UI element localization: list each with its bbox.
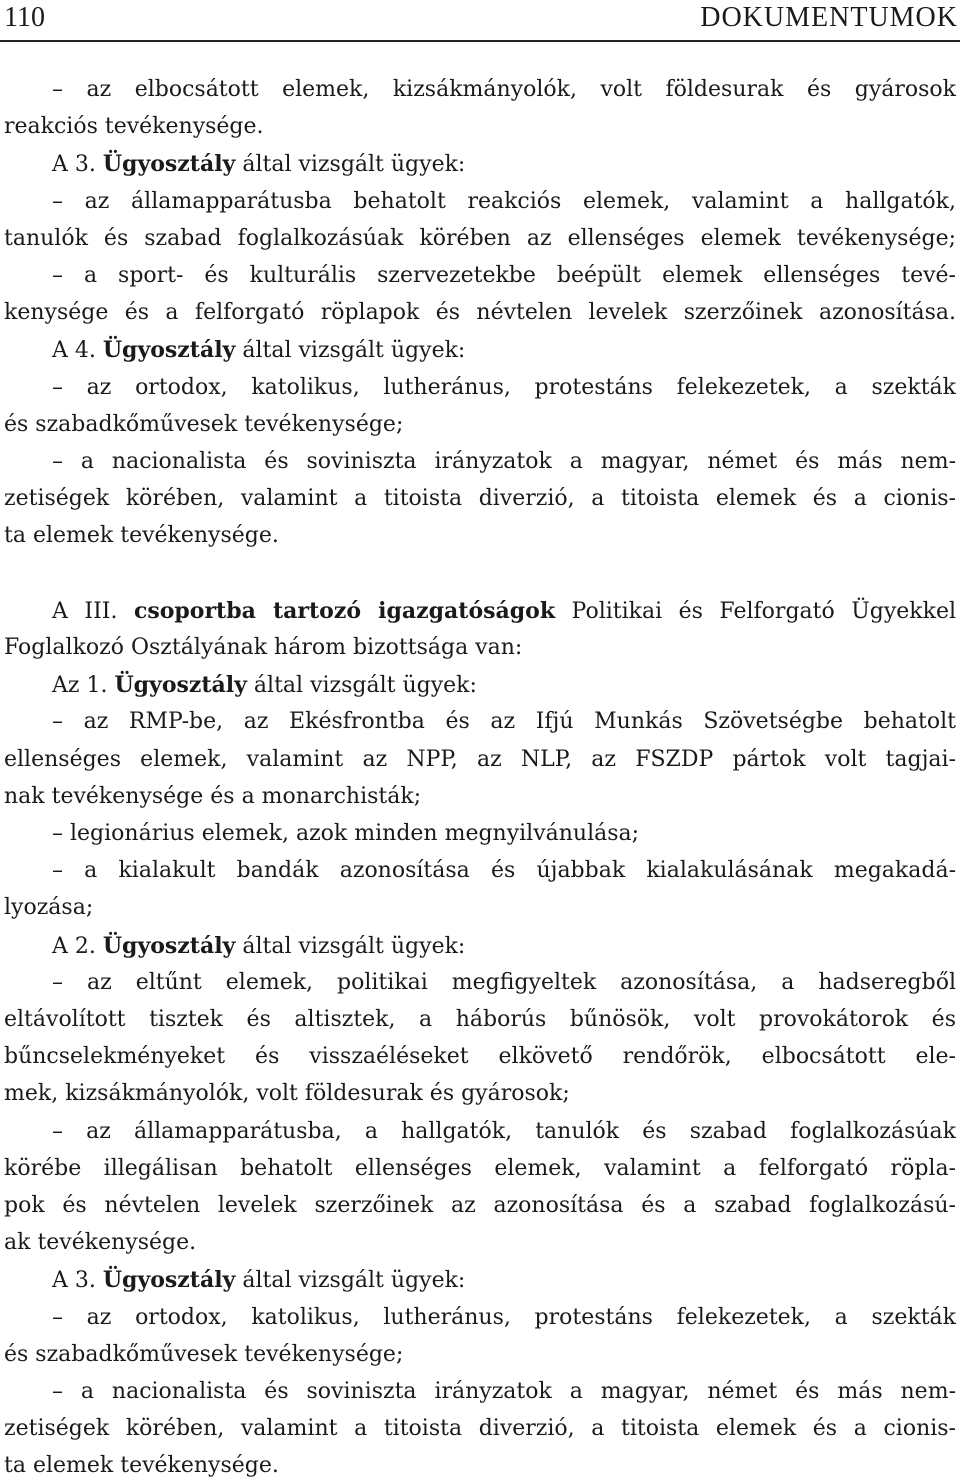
- page-number: 110: [4, 2, 45, 33]
- text-line: [4, 481, 956, 517]
- text-run: – a kialakult bandák azonosítása és újabbak kialakulásának megakadá-: [52, 858, 956, 884]
- text-line: [4, 556, 956, 592]
- text-line: [4, 1002, 956, 1038]
- text-line: [4, 1076, 956, 1112]
- text-line: [4, 779, 956, 815]
- text-run: ta elemek tevékenysége.: [4, 523, 279, 549]
- text-run: – az RMP-be, az Ekésfrontba és az Ifjú Munkás Szövetségbe behatolt: [52, 709, 956, 735]
- text-line: [4, 704, 956, 740]
- text-run: és szabadkőművesek tevékenysége;: [4, 1341, 404, 1367]
- text-run: bűncselekményeket és visszaéléseket elkövető rendőrök, elbocsátott ele-: [4, 1044, 956, 1070]
- text-run: reakciós tevékenysége.: [4, 114, 264, 140]
- text-line: [4, 109, 956, 145]
- text-run: ak tevékenysége.: [4, 1230, 197, 1256]
- text-run: ta elemek tevékenysége.: [4, 1453, 279, 1479]
- text-line: [4, 146, 956, 182]
- text-run: által vizsgált ügyek:: [235, 1268, 466, 1294]
- text-run: által vizsgált ügyek:: [235, 338, 466, 364]
- running-title: DOKUMENTUMOK: [700, 2, 958, 33]
- text-run: zetiségek körében, valamint a titoista diverzió, a titoista elemek és a cionis-: [4, 1416, 956, 1442]
- text-run: – az ortodox, katolikus, lutheránus, protestáns felekezetek, a szekták: [52, 374, 956, 400]
- text-line: [4, 1188, 956, 1224]
- text-line: [4, 258, 956, 294]
- text-line: [4, 593, 956, 629]
- text-run: által vizsgált ügyek:: [246, 673, 477, 699]
- text-run: eltávolított tisztek és altisztek, a háborús bűnösök, volt provokátorok és: [4, 1007, 956, 1032]
- text-line: [4, 1337, 956, 1373]
- text-run: – az ortodox, katolikus, lutheránus, protestáns felekezetek, a szekták: [52, 1304, 956, 1330]
- text-run: – az eltűnt elemek, politikai megfigyeltek azonosítása, a hadseregből: [52, 969, 956, 995]
- text-line: [4, 630, 956, 666]
- text-line: [4, 444, 956, 480]
- text-line: [4, 928, 956, 964]
- text-run: kenysége és a felforgató röplapok és névtelen levelek szerzőinek azonosítása.: [4, 300, 956, 326]
- text-line: [4, 965, 956, 1001]
- text-run: lyozása;: [4, 895, 94, 921]
- text-run: – a nacionalista és soviniszta irányzatok a magyar, német és más nem-: [52, 449, 956, 474]
- text-run: pok és névtelen levelek szerzőinek az azonosítása és a szabad foglalkozású-: [4, 1193, 956, 1218]
- bold-term: Ügyosztály: [114, 672, 247, 699]
- text-run: A III.: [52, 598, 134, 624]
- text-line: [4, 332, 956, 368]
- text-line: [4, 667, 956, 703]
- bold-term: Ügyosztály: [102, 932, 236, 959]
- text-line: [4, 407, 956, 443]
- text-run: A 3.: [52, 1268, 103, 1294]
- text-line: [4, 816, 956, 852]
- text-line: [4, 1411, 956, 1447]
- text-line: [4, 1448, 956, 1484]
- text-run: és szabadkőművesek tevékenysége;: [4, 411, 404, 437]
- text-line: [4, 1151, 956, 1187]
- text-run: – az államapparátusba behatolt reakciós elemek, valamint a hallgatók,: [52, 188, 956, 214]
- text-line: [4, 518, 956, 554]
- text-line: [4, 184, 956, 220]
- text-line: [4, 742, 956, 778]
- text-run: ellenséges elemek, valamint az NPP, az NLP, az FSZDP pártok volt tagjai-: [4, 746, 956, 772]
- text-run: A 4.: [52, 338, 103, 364]
- header-rule: [0, 40, 960, 42]
- text-run: Politikai és Felforgató Ügyekkel: [555, 598, 956, 624]
- text-run: A 2.: [52, 933, 103, 959]
- text-run: – az elbocsátott elemek, kizsákmányolók, volt földesurak és gyárosok: [52, 77, 956, 102]
- text-line: [4, 1039, 956, 1075]
- text-run: által vizsgált ügyek:: [235, 933, 466, 959]
- text-run: – a sport- és kulturális szervezetekbe beépült elemek ellenséges tevé-: [52, 263, 956, 288]
- text-line: [4, 1374, 956, 1410]
- text-line: [4, 1114, 956, 1150]
- text-line: [4, 890, 956, 926]
- text-run: mek, kizsákmányolók, volt földesurak és gyárosok;: [4, 1081, 570, 1107]
- text-run: Foglalkozó Osztályának három bizottsága van:: [4, 635, 523, 660]
- page-header: [0, 0, 960, 42]
- text-run: – az államapparátusba, a hallgatók, tanulók és szabad foglalkozásúak: [52, 1118, 956, 1144]
- text-line: [4, 1300, 956, 1336]
- text-run: körébe illegálisan behatolt ellenséges elemek, valamint a felforgató röpla-: [4, 1155, 956, 1181]
- text-run: által vizsgált ügyek:: [235, 152, 466, 178]
- text-line: [4, 370, 956, 406]
- text-line: [4, 72, 956, 108]
- text-line: [4, 295, 956, 331]
- text-run: nak tevékenysége és a monarchisták;: [4, 783, 422, 809]
- text-line: [4, 1225, 956, 1261]
- bold-term: Ügyosztály: [102, 337, 236, 364]
- text-run: zetiségek körében, valamint a titoista diverzió, a titoista elemek és a cionis-: [4, 486, 956, 512]
- text-run: tanulók és szabad foglalkozásúak körében az ellenséges elemek tevékenysége;: [4, 225, 956, 251]
- text-run: A 3.: [52, 152, 103, 178]
- text-line: [4, 1262, 956, 1298]
- bold-term: csoportba tartozó igazgatóságok: [133, 597, 556, 624]
- bold-term: Ügyosztály: [102, 1267, 236, 1294]
- text-line: [4, 853, 956, 889]
- text-run: – legionárius elemek, azok minden megnyilvánulása;: [52, 821, 640, 846]
- bold-term: Ügyosztály: [102, 151, 236, 178]
- text-run: Az 1.: [52, 673, 115, 699]
- text-run: – a nacionalista és soviniszta irányzatok a magyar, német és más nem-: [52, 1379, 956, 1404]
- text-line: [4, 221, 956, 257]
